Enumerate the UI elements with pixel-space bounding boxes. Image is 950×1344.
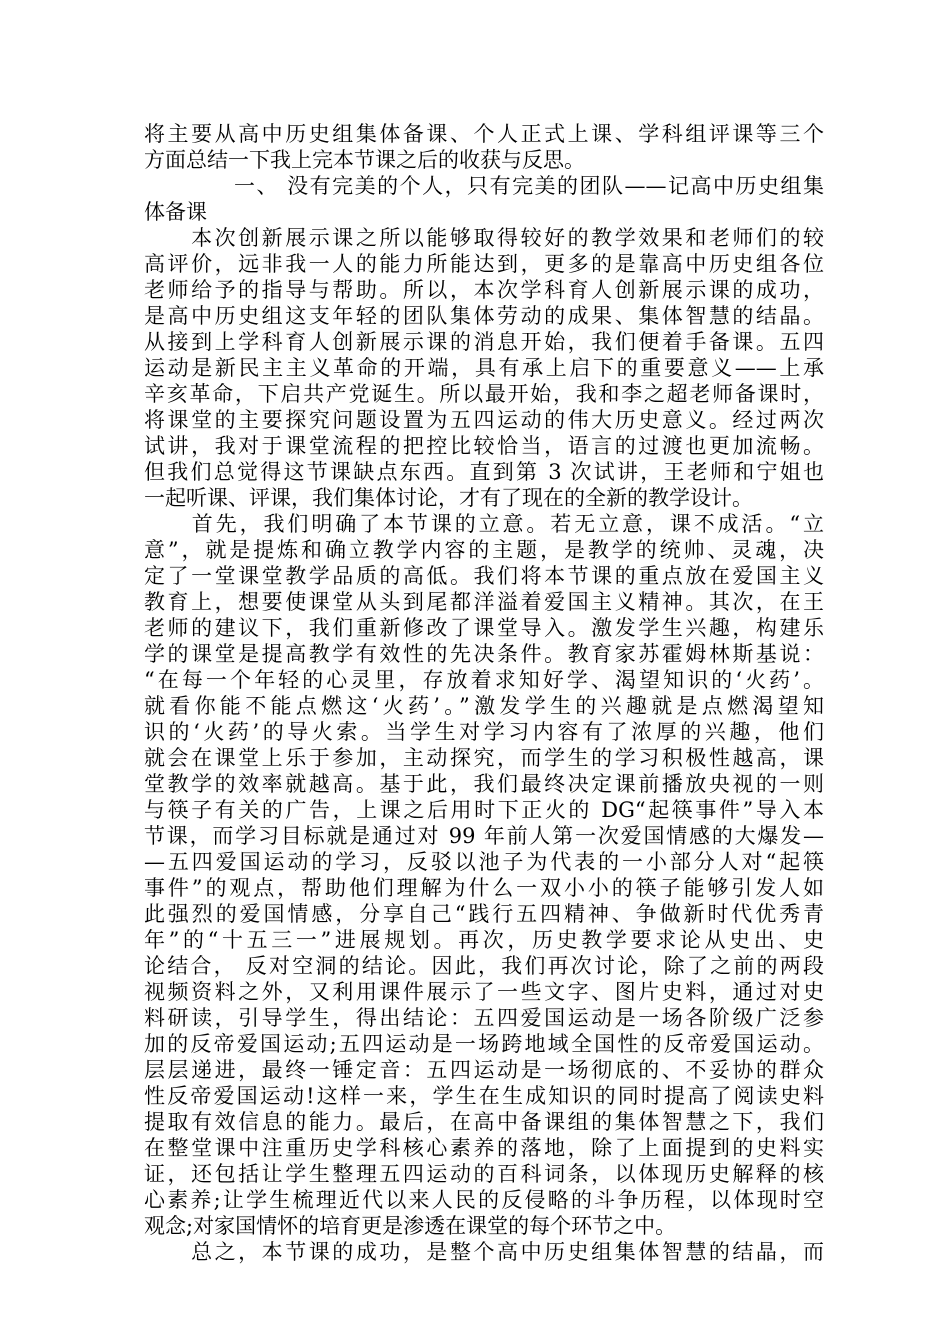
body-text <box>144 121 824 1265</box>
text-line: 但我们总觉得这节课缺点东西。直到第 3 次试讲，王老师和宁姐也 <box>144 460 824 484</box>
text-line: 老师给予的指导与帮助。所以，本次学科育人创新展示课的成功， <box>144 278 824 302</box>
text-line: 层层递进，最终一锤定音：五四运动是一场彻底的、不妥协的群众 <box>144 1058 824 1082</box>
text-line: 从接到上学科育人创新展示课的消息开始，我们便着手备课。五四 <box>144 330 824 354</box>
text-line: 试讲，我对于课堂流程的把控比较恰当，语言的过渡也更加流畅。 <box>144 434 824 458</box>
text-line: 加的反帝爱国运动;五四运动是一场跨地域全国性的反帝爱国运动。 <box>144 1032 824 1056</box>
text-line: 年”的“十五三一”进展规划。再次，历史教学要求论从史出、史 <box>144 928 824 952</box>
text-line: 将主要从高中历史组集体备课、个人正式上课、学科组评课等三个 <box>144 122 824 146</box>
text-line: “在每一个年轻的心灵里，存放着求知好学、渴望知识的‘火药’。 <box>144 668 824 692</box>
text-line: 高评价，远非我一人的能力所能达到，更多的是靠高中历史组各位 <box>144 252 824 276</box>
text-line: 一起听课、评课，我们集体讨论，才有了现在的全新的教学设计。 <box>144 486 753 510</box>
text-line: 方面总结一下我上完本节课之后的收获与反思。 <box>144 148 585 172</box>
text-line: 料研读，引导学生，得出结论：五四爱国运动是一场各阶级广泛参 <box>144 1006 824 1030</box>
text-line: 堂教学的效率就越高。基于此，我们最终决定课前播放央视的一则 <box>144 772 824 796</box>
text-line: 证，还包括让学生整理五四运动的百科词条，以体现历史解释的核 <box>144 1162 824 1186</box>
text-line: 识的‘火药’的导火索。当学生对学习内容有了浓厚的兴趣，他们 <box>144 720 824 744</box>
text-line: —五四爱国运动的学习，反驳以池子为代表的一小部分人对“起筷 <box>144 850 824 874</box>
text-line: 性反帝爱国运动!这样一来，学生在生成知识的同时提高了阅读史料 <box>144 1084 824 1108</box>
text-line: 此强烈的爱国情感，分享自己“践行五四精神、争做新时代优秀青 <box>144 902 824 926</box>
text-line: 就看你能不能点燃这‘火药’。”激发学生的兴趣就是点燃渴望知 <box>144 694 824 718</box>
text-line: 总之，本节课的成功，是整个高中历史组集体智慧的结晶，而 <box>144 1240 824 1264</box>
text-line: 提取有效信息的能力。最后，在高中备课组的集体智慧之下，我们 <box>144 1110 824 1134</box>
text-line: 老师的建议下，我们重新修改了课堂导入。激发学生兴趣，构建乐 <box>144 616 824 640</box>
text-line: 一、 没有完美的个人，只有完美的团队——记高中历史组集 <box>144 174 824 198</box>
text-line: 学的课堂是提高教学有效性的先决条件。教育家苏霍姆林斯基说： <box>144 642 824 666</box>
text-line: 辛亥革命，下启共产党诞生。所以最开始，我和李之超老师备课时， <box>144 382 824 406</box>
text-line: 将课堂的主要探究问题设置为五四运动的伟大历史意义。经过两次 <box>144 408 824 432</box>
text-line: 心素养;让学生梳理近代以来人民的反侵略的斗争历程，以体现时空 <box>144 1188 824 1212</box>
text-line: 观念;对家国情怀的培育更是渗透在课堂的每个环节之中。 <box>144 1214 677 1238</box>
text-line: 事件”的观点，帮助他们理解为什么一双小小的筷子能够引发人如 <box>144 876 824 900</box>
text-line: 意”，就是提炼和确立教学内容的主题，是教学的统帅、灵魂，决 <box>144 538 824 562</box>
text-line: 与筷子有关的广告，上课之后用时下正火的 DG“起筷事件”导入本 <box>144 798 824 822</box>
text-line: 视频资料之外，又利用课件展示了一些文字、图片史料，通过对史 <box>144 980 824 1004</box>
text-line: 体备课 <box>144 200 207 224</box>
text-line: 定了一堂课堂教学品质的高低。我们将本节课的重点放在爱国主义 <box>144 564 824 588</box>
text-line: 论结合， 反对空洞的结论。因此，我们再次讨论，除了之前的两段 <box>144 954 824 978</box>
text-line: 节课，而学习目标就是通过对 99 年前人第一次爱国情感的大爆发— <box>144 824 824 848</box>
text-line: 在整堂课中注重历史学科核心素养的落地，除了上面提到的史料实 <box>144 1136 824 1160</box>
text-line: 是高中历史组这支年轻的团队集体劳动的成果、集体智慧的结晶。 <box>144 304 824 328</box>
text-line: 教育上，想要使课堂从头到尾都洋溢着爱国主义精神。其次，在王 <box>144 590 824 614</box>
text-line: 本次创新展示课之所以能够取得较好的教学效果和老师们的较 <box>144 226 824 250</box>
text-line: 首先，我们明确了本节课的立意。若无立意，课不成活。“立 <box>144 512 824 536</box>
text-line: 就会在课堂上乐于参加，主动探究，而学生的学习积极性越高，课 <box>144 746 824 770</box>
text-line: 运动是新民主主义革命的开端，具有承上启下的重要意义——上承 <box>144 356 824 380</box>
